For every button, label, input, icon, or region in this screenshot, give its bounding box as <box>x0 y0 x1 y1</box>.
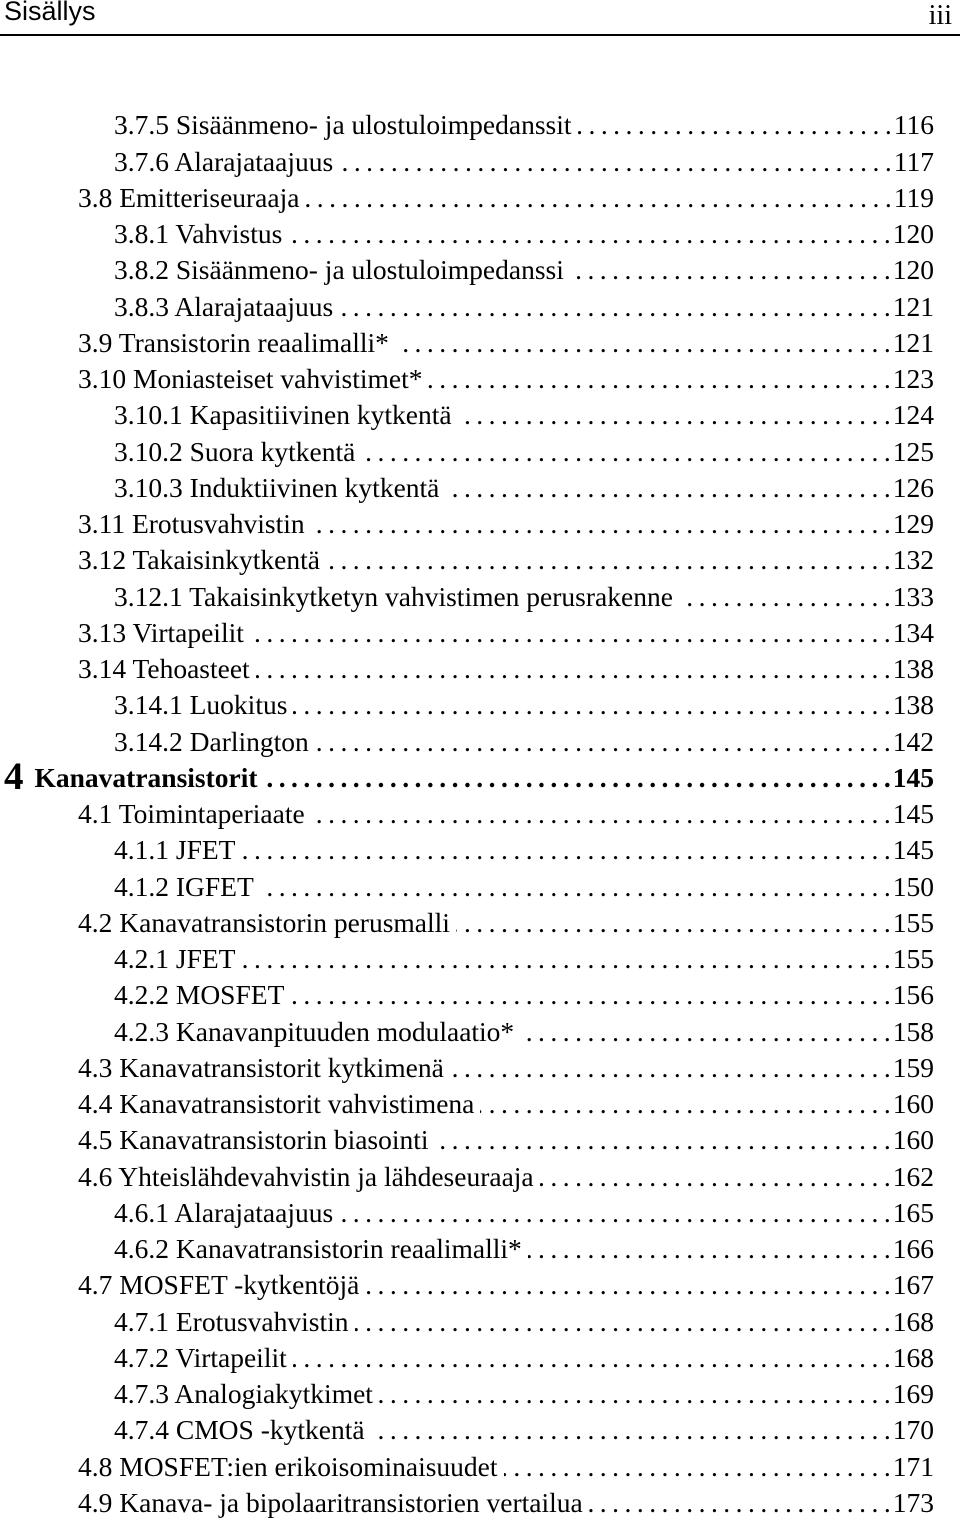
toc-section-entry[interactable] <box>0 180 960 216</box>
toc-entry-title: 3.9 Transistorin reaalimalli* <box>78 326 389 358</box>
toc-subsection-entry[interactable] <box>0 578 960 614</box>
dot-leader <box>456 909 891 937</box>
toc-subsection-entry[interactable] <box>0 687 960 723</box>
toc-subsection-entry[interactable] <box>0 1303 960 1339</box>
dot-leader <box>326 546 891 574</box>
toc-page-number: 138 <box>892 653 934 685</box>
toc-section-entry[interactable] <box>0 1086 960 1122</box>
toc-section-entry[interactable] <box>0 1050 960 1086</box>
dot-leader <box>264 764 891 792</box>
toc-subsection-entry[interactable] <box>0 433 960 469</box>
toc-subsection-entry[interactable] <box>0 832 960 868</box>
dot-leader <box>365 1271 890 1299</box>
dot-leader <box>290 981 890 1009</box>
toc-subsection-entry[interactable] <box>0 1013 960 1049</box>
toc-subsection-entry[interactable] <box>0 397 960 433</box>
toc-page-number: 165 <box>892 1196 934 1228</box>
toc-entry-title: 4.1.1 JFET <box>114 834 236 866</box>
toc-page-number: 121 <box>892 290 934 322</box>
toc-entry-title: 4.2.3 Kanavanpituuden modulaatio* <box>114 1015 515 1047</box>
dot-leader <box>379 1380 891 1408</box>
toc-entry-title: Kanavatransistorit <box>34 761 258 793</box>
toc-entry-title: 3.8.1 Vahvistus <box>114 218 283 250</box>
toc-entry-title: 3.10.2 Suora kytkentä <box>114 435 356 467</box>
toc-section-entry[interactable] <box>0 1448 960 1484</box>
toc-entry-title: 3.11 Erotusvahvistin <box>78 508 305 540</box>
toc-entry-title: 4.6.1 Alarajataajuus <box>114 1196 334 1228</box>
dot-leader <box>520 1018 891 1046</box>
toc-entry-title: 3.14 Tehoasteet <box>78 653 250 685</box>
toc-entry-title: 3.14.2 Darlington <box>114 725 309 757</box>
toc-page-number: 142 <box>892 725 934 757</box>
toc-page-number: 132 <box>892 544 934 576</box>
dot-leader <box>250 619 891 647</box>
toc-page-number: 168 <box>892 1341 934 1373</box>
dot-leader <box>395 329 891 357</box>
toc-entry-title: 3.10.1 Kapasitiivinen kytkentä <box>114 399 452 431</box>
dot-leader <box>339 293 891 321</box>
dot-leader <box>528 1235 891 1263</box>
dot-leader <box>355 1308 891 1336</box>
toc-subsection-entry[interactable] <box>0 1195 960 1231</box>
toc-entry-title: 4.4 Kanavatransistorit vahvistimena <box>78 1088 475 1120</box>
dot-leader <box>504 1453 891 1481</box>
page-header <box>0 0 960 36</box>
toc-entry-title: 4.2.2 MOSFET <box>114 979 285 1011</box>
dot-leader <box>480 1090 890 1118</box>
toc-entry-title: 4.9 Kanava- ja bipolaaritransistorien vertailua <box>78 1486 583 1518</box>
toc-entry-title: 4.1.2 IGFET <box>114 870 254 902</box>
dot-leader <box>361 438 890 466</box>
toc-subsection-entry[interactable] <box>0 941 960 977</box>
toc-entry-title: 4.7.1 Erotusvahvistin <box>114 1305 349 1337</box>
table-of-contents <box>0 107 960 1521</box>
toc-entry-title: 3.14.1 Luokitus <box>114 689 288 721</box>
dot-leader <box>260 873 891 901</box>
dot-leader <box>540 1163 891 1191</box>
dot-leader <box>305 184 891 212</box>
toc-entry-title: 3.12 Takaisinkytkentä <box>78 544 320 576</box>
toc-page-number: 173 <box>892 1486 934 1518</box>
toc-page-number: 133 <box>892 580 934 612</box>
toc-page-number: 145 <box>892 798 934 830</box>
dot-leader <box>339 1199 891 1227</box>
toc-page-number: 155 <box>892 906 934 938</box>
toc-entry-title: 4.5 Kanavatransistorin biasointi <box>78 1124 429 1156</box>
toc-page-number: 166 <box>892 1233 934 1265</box>
toc-entry-title: 4.1 Toimintaperiaate <box>78 798 305 830</box>
toc-entry-title: 3.13 Virtapeilit <box>78 616 244 648</box>
toc-page-number: 171 <box>892 1450 934 1482</box>
running-header-page-number: iii <box>928 0 952 31</box>
toc-subsection-entry[interactable] <box>0 107 960 143</box>
dot-leader <box>570 256 891 284</box>
dot-leader <box>256 655 891 683</box>
toc-page-number: 121 <box>892 326 934 358</box>
toc-subsection-entry[interactable] <box>0 1376 960 1412</box>
dot-leader <box>589 1489 891 1517</box>
toc-subsection-entry[interactable] <box>0 868 960 904</box>
toc-page-number: 120 <box>892 254 934 286</box>
toc-section-entry[interactable] <box>0 651 960 687</box>
toc-subsection-entry[interactable] <box>0 1412 960 1448</box>
toc-section-entry[interactable] <box>0 1158 960 1194</box>
toc-page-number: 170 <box>892 1414 934 1446</box>
toc-page-number: 158 <box>892 1015 934 1047</box>
toc-section-entry[interactable] <box>0 905 960 941</box>
toc-page-number: 160 <box>892 1124 934 1156</box>
toc-entry-title: 4.7 MOSFET -kytkentöjä <box>78 1269 360 1301</box>
dot-leader <box>428 365 890 393</box>
toc-page-number: 126 <box>892 471 934 503</box>
dot-leader <box>450 1054 891 1082</box>
toc-page-number: 119 <box>893 181 934 213</box>
toc-entry-title: 4.2 Kanavatransistorin perusmalli <box>78 906 450 938</box>
dot-leader <box>241 945 890 973</box>
toc-page-number: 145 <box>892 761 934 793</box>
toc-entry-title: 4.3 Kanavatransistorit kytkimenä <box>78 1051 444 1083</box>
toc-entry-title: 4.6.2 Kanavatransistorin reaalimalli* <box>114 1233 522 1265</box>
toc-section-entry[interactable] <box>0 325 960 361</box>
dot-leader <box>315 728 891 756</box>
toc-page-number: 159 <box>892 1051 934 1083</box>
running-header-title: Sisällys <box>4 0 96 26</box>
toc-chapter-entry[interactable] <box>0 755 960 799</box>
dot-leader <box>339 148 892 176</box>
dot-leader <box>311 510 891 538</box>
toc-entry-title: 3.8.3 Alarajataajuus <box>114 290 334 322</box>
toc-page-number: 124 <box>892 399 934 431</box>
toc-entry-title: 4.8 MOSFET:ien erikoisominaisuudet <box>78 1450 498 1482</box>
dot-leader <box>679 583 891 611</box>
toc-page-number: 120 <box>892 218 934 250</box>
toc-page-number: 162 <box>892 1160 934 1192</box>
toc-entry-title: 4.7.4 CMOS -kytkentä <box>114 1414 365 1446</box>
toc-entry-title: 3.12.1 Takaisinkytketyn vahvistimen perusrakenne <box>114 580 673 612</box>
toc-entry-title: 3.8 Emitteriseuraaja <box>78 181 300 213</box>
dot-leader <box>445 474 890 502</box>
toc-subsection-entry[interactable] <box>0 252 960 288</box>
toc-page-number: 167 <box>892 1269 934 1301</box>
toc-page-number: 145 <box>892 834 934 866</box>
toc-subsection-entry[interactable] <box>0 977 960 1013</box>
toc-page-number: 116 <box>893 109 934 141</box>
toc-subsection-entry[interactable] <box>0 143 960 179</box>
dot-leader <box>241 836 890 864</box>
toc-entry-title: 3.8.2 Sisäänmeno- ja ulostuloimpedanssi <box>114 254 564 286</box>
dot-leader <box>311 800 891 828</box>
toc-section-entry[interactable] <box>0 1267 960 1303</box>
toc-section-entry[interactable] <box>0 506 960 542</box>
toc-section-entry[interactable] <box>0 615 960 651</box>
toc-subsection-entry[interactable] <box>0 288 960 324</box>
toc-entry-title: 4.2.1 JFET <box>114 943 236 975</box>
toc-page-number: 125 <box>892 435 934 467</box>
dot-leader <box>435 1126 891 1154</box>
toc-page-number: 155 <box>892 943 934 975</box>
toc-subsection-entry[interactable] <box>0 216 960 252</box>
toc-entry-title: 3.7.5 Sisäänmeno- ja ulostuloimpedanssit <box>114 109 572 141</box>
toc-subsection-entry[interactable] <box>0 1231 960 1267</box>
dot-leader <box>371 1416 891 1444</box>
toc-section-entry[interactable] <box>0 542 960 578</box>
toc-section-entry[interactable] <box>0 796 960 832</box>
toc-page-number: 168 <box>892 1305 934 1337</box>
toc-entry-title: 3.7.6 Alarajataajuus <box>114 145 334 177</box>
toc-page-number: 160 <box>892 1088 934 1120</box>
toc-page-number: 134 <box>892 616 934 648</box>
toc-subsection-entry[interactable] <box>0 1340 960 1376</box>
toc-subsection-entry[interactable] <box>0 723 960 759</box>
toc-page-number: 169 <box>892 1378 934 1410</box>
dot-leader <box>458 401 891 429</box>
toc-entry-title: 3.10.3 Induktiivinen kytkentä <box>114 471 440 503</box>
toc-page-number: 138 <box>892 689 934 721</box>
toc-section-entry[interactable] <box>0 361 960 397</box>
dot-leader <box>293 1344 891 1372</box>
toc-entry-title: 4.7.2 Virtapeilit <box>114 1341 287 1373</box>
chapter-number: 4 <box>4 755 24 799</box>
toc-page-number: 156 <box>892 979 934 1011</box>
toc-section-entry[interactable] <box>0 1485 960 1521</box>
toc-subsection-entry[interactable] <box>0 470 960 506</box>
dot-leader <box>288 220 890 248</box>
toc-entry-title: 3.10 Moniasteiset vahvistimet* <box>78 363 423 395</box>
toc-section-entry[interactable] <box>0 1122 960 1158</box>
dot-leader <box>293 691 890 719</box>
toc-page-number: 117 <box>893 145 934 177</box>
toc-page-number: 129 <box>892 508 934 540</box>
toc-entry-title: 4.6 Yhteislähdevahvistin ja lähdeseuraaja <box>78 1160 534 1192</box>
toc-entry-title: 4.7.3 Analogiakytkimet <box>114 1378 373 1410</box>
toc-page-number: 123 <box>892 363 934 395</box>
dot-leader <box>578 111 892 139</box>
toc-page-number: 150 <box>892 870 934 902</box>
